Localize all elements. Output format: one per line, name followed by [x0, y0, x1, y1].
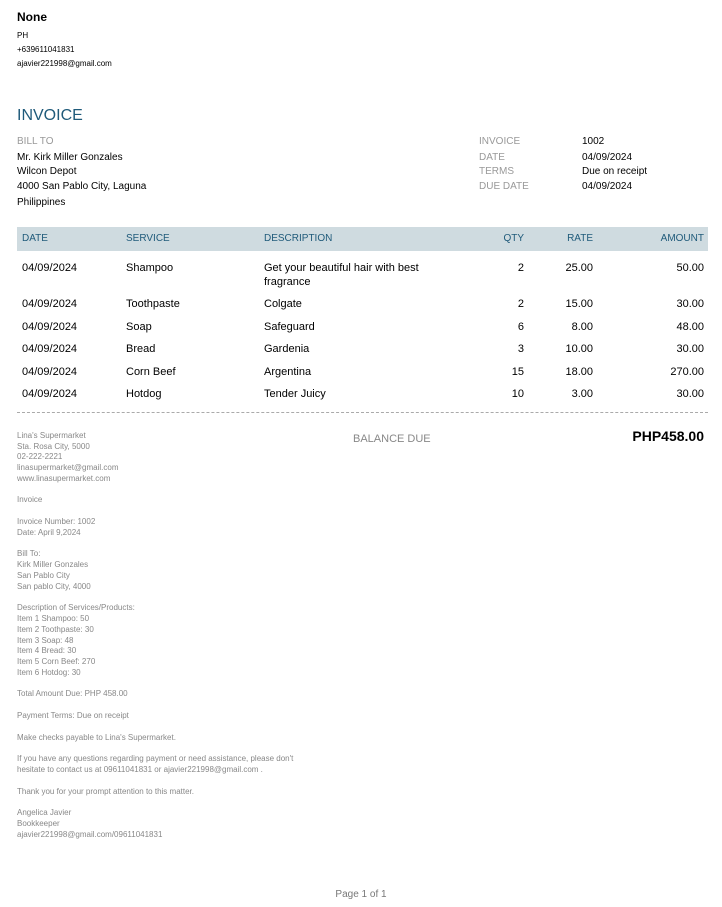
note-line: hesitate to contact us at 09611041831 or ajavier221998@gmail.com .	[17, 765, 263, 774]
note-line: If you have any questions regarding payment or need assistance, please don't	[17, 754, 294, 763]
meta-label-date: DATE	[479, 152, 505, 163]
bill-to-line: Philippines	[17, 197, 66, 208]
cell-rate: 15.00	[565, 298, 593, 310]
meta-value-date: 04/09/2024	[582, 152, 633, 163]
note-line: Thank you for your prompt attention to this matter.	[17, 787, 194, 796]
cell-qty: 3	[517, 343, 524, 355]
invoice-heading: INVOICE	[17, 107, 83, 124]
note-line: Make checks payable to Lina's Supermarket.	[17, 733, 176, 742]
note-line: linasupermarket@gmail.com	[17, 463, 119, 472]
table-header	[17, 227, 708, 251]
cell-description: Argentina	[264, 366, 312, 378]
note-line: Angelica Javier	[17, 808, 72, 817]
cell-service: Hotdog	[126, 388, 162, 400]
balance-due-value: PHP458.00	[632, 428, 704, 444]
cell-amount: 30.00	[676, 388, 704, 400]
bill-to-line: Wilcon Depot	[17, 166, 77, 177]
note-line: Description of Services/Products:	[17, 603, 135, 612]
note-line: Item 1 Shampoo: 50	[17, 614, 90, 623]
balance-due-label: BALANCE DUE	[353, 433, 431, 445]
cell-qty: 10	[511, 388, 524, 400]
business-name: None	[17, 10, 47, 24]
page-number: Page 1 of 1	[335, 889, 387, 900]
cell-rate: 3.00	[571, 388, 593, 400]
cell-amount: 48.00	[676, 321, 704, 333]
note-line: Item 3 Soap: 48	[17, 636, 74, 645]
cell-date: 04/09/2024	[22, 321, 78, 333]
note-line: Lina's Supermarket	[17, 431, 86, 440]
note-line: Item 4 Bread: 30	[17, 646, 77, 655]
cell-qty: 6	[517, 321, 524, 333]
cell-date: 04/09/2024	[22, 343, 78, 355]
cell-description: Safeguard	[264, 321, 315, 333]
cell-date: 04/09/2024	[22, 262, 78, 274]
cell-service: Toothpaste	[126, 298, 180, 310]
cell-qty: 15	[511, 366, 524, 378]
column-header-service: SERVICE	[126, 233, 170, 244]
note-line: Invoice Number: 1002	[17, 517, 96, 526]
cell-service: Soap	[126, 321, 152, 333]
cell-rate: 25.00	[565, 262, 593, 274]
table-divider	[17, 412, 708, 413]
column-header-qty: QTY	[503, 233, 524, 244]
cell-description: Tender Juicy	[264, 388, 326, 400]
cell-service: Shampoo	[126, 262, 174, 274]
meta-value-due-date: 04/09/2024	[582, 181, 633, 192]
note-line: Item 5 Corn Beef: 270	[17, 657, 96, 666]
note-line: Payment Terms: Due on receipt	[17, 711, 129, 720]
cell-date: 04/09/2024	[22, 366, 78, 378]
note-line: Item 6 Hotdog: 30	[17, 668, 81, 677]
cell-description: Colgate	[264, 298, 302, 310]
note-line: Invoice	[17, 495, 43, 504]
note-line: Bookkeeper	[17, 819, 60, 828]
cell-amount: 30.00	[676, 298, 704, 310]
column-header-date: DATE	[22, 233, 48, 244]
cell-rate: 18.00	[565, 366, 593, 378]
note-line: Kirk Miller Gonzales	[17, 560, 89, 569]
business-phone: +639611041831	[17, 45, 75, 54]
meta-value-invoice: 1002	[582, 136, 605, 147]
cell-date: 04/09/2024	[22, 388, 78, 400]
bill-to-label: BILL TO	[17, 136, 54, 147]
meta-label-due-date: DUE DATE	[479, 181, 529, 192]
business-email: ajavier221998@gmail.com	[17, 59, 112, 68]
column-header-rate: RATE	[567, 233, 593, 244]
note-line: San pablo City, 4000	[17, 582, 91, 591]
meta-label-invoice: INVOICE	[479, 136, 521, 147]
note-line: ajavier221998@gmail.com/09611041831	[17, 830, 163, 839]
note-line: 02-222-2221	[17, 452, 63, 461]
cell-qty: 2	[517, 298, 524, 310]
cell-amount: 30.00	[676, 343, 704, 355]
cell-qty: 2	[517, 262, 524, 274]
business-country: PH	[17, 31, 29, 40]
note-line: San Pablo City	[17, 571, 70, 580]
cell-amount: 50.00	[676, 262, 704, 274]
cell-service: Corn Beef	[126, 366, 176, 378]
meta-value-terms: Due on receipt	[582, 166, 648, 177]
cell-rate: 8.00	[571, 321, 593, 333]
meta-label-terms: TERMS	[479, 166, 514, 177]
cell-rate: 10.00	[565, 343, 593, 355]
bill-to-line: Mr. Kirk Miller Gonzales	[17, 152, 123, 163]
cell-amount: 270.00	[670, 366, 704, 378]
note-line: Bill To:	[17, 549, 41, 558]
note-line: Item 2 Toothpaste: 30	[17, 625, 94, 634]
cell-service: Bread	[126, 343, 156, 355]
column-header-amount: AMOUNT	[660, 233, 704, 244]
bill-to-line: 4000 San Pablo City, Laguna	[17, 181, 147, 192]
cell-description: Gardenia	[264, 343, 310, 355]
cell-description: Get your beautiful hair with best fragrance	[264, 262, 419, 288]
cell-date: 04/09/2024	[22, 298, 78, 310]
note-line: Sta. Rosa City, 5000	[17, 441, 90, 451]
note-line: Date: April 9,2024	[17, 528, 81, 537]
note-line: Total Amount Due: PHP 458.00	[17, 689, 128, 698]
note-line: www.linasupermarket.com	[17, 474, 111, 483]
column-header-description: DESCRIPTION	[264, 233, 333, 244]
